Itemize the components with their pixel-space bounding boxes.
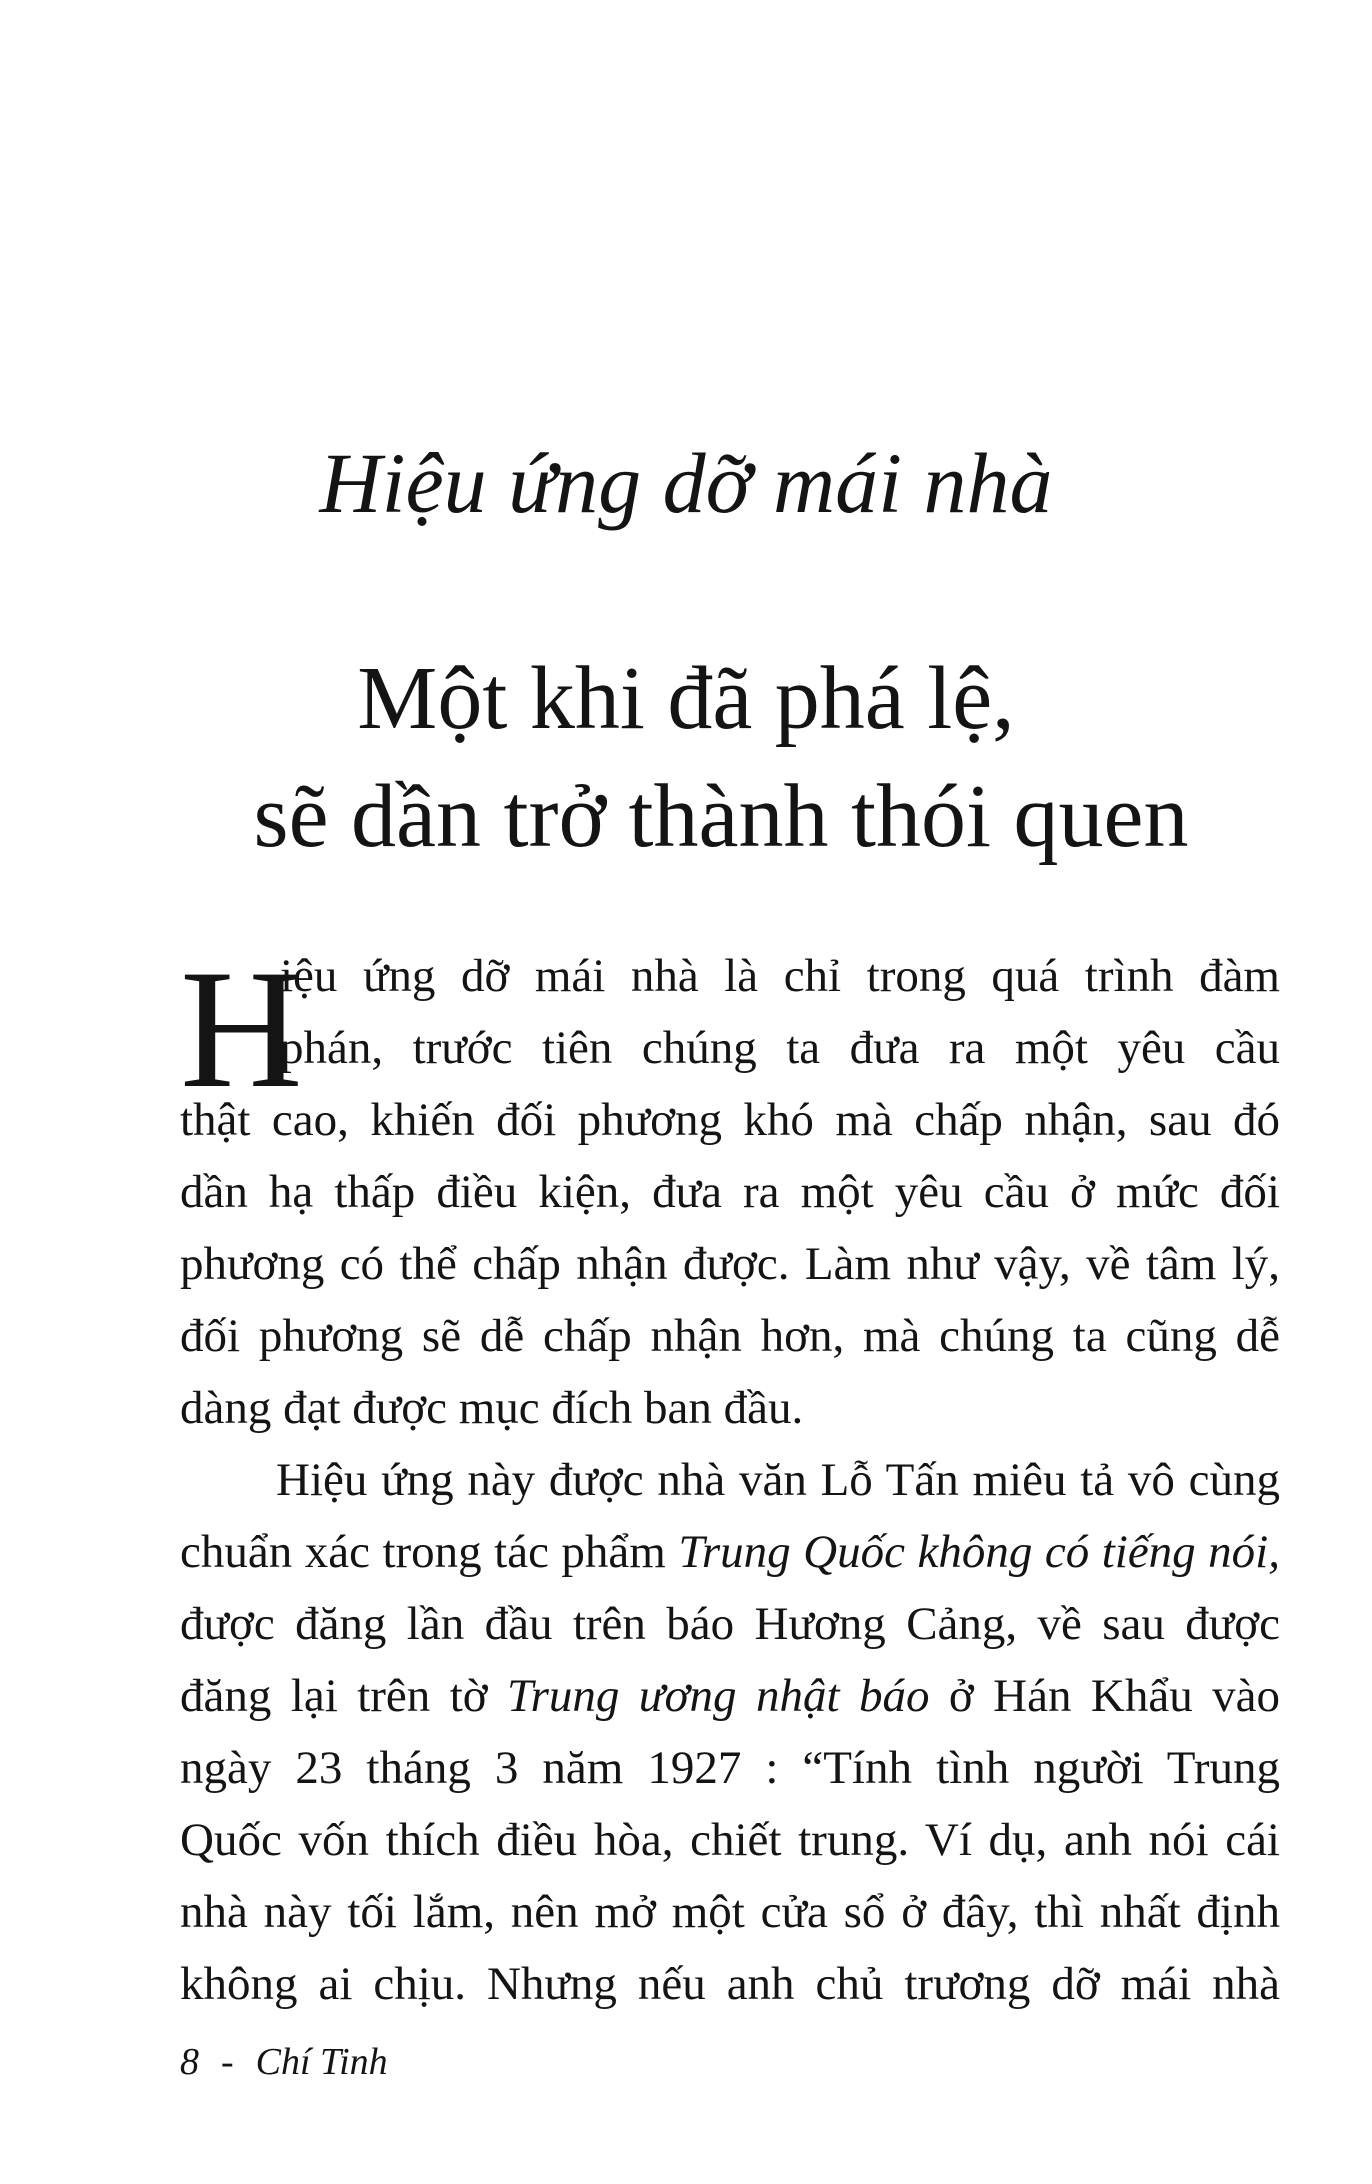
paragraph-line: không ai chịu. Nhưng nếu anh chủ trương dỡ mái nhà bbox=[180, 1958, 1280, 2010]
paragraph-1 bbox=[180, 935, 1280, 1444]
paragraph-2 bbox=[180, 1444, 1280, 2020]
footer-separator: - bbox=[221, 2041, 234, 2083]
work-title: Trung Quốc không có tiếng nói, bbox=[678, 1526, 1280, 1578]
paragraph-line: ngày 23 tháng 3 năm 1927 : “Tính tình người Trung bbox=[180, 1742, 1280, 1794]
bleed-through-text bbox=[560, 535, 583, 641]
author-name: Chí Tinh bbox=[255, 2041, 388, 2083]
paragraph-line: dàng đạt được mục đích ban đầu. bbox=[180, 1382, 804, 1434]
paragraph-line: phán, trước tiên chúng ta đưa ra một yêu cầu bbox=[280, 1022, 1280, 1074]
paragraph-line: Quốc vốn thích điều hòa, chiết trung. Ví dụ, anh nói cái bbox=[180, 1814, 1280, 1866]
headline-line-1: Một khi đã phá lệ, bbox=[357, 649, 1015, 748]
paragraph-line bbox=[180, 1516, 1280, 1588]
page-number: 8 bbox=[180, 2041, 199, 2083]
paragraph-line: được đăng lần đầu trên báo Hương Cảng, về sau được bbox=[180, 1598, 1280, 1650]
paragraph-line: nhà này tối lắm, nên mở một cửa sổ ở đây, thì nhất định bbox=[180, 1886, 1280, 1938]
paragraph-line: iệu ứng dỡ mái nhà là chỉ trong quá trình đàm bbox=[280, 950, 1280, 1002]
paragraph-line: phương có thể chấp nhận được. Làm như vậy, về tâm lý, bbox=[180, 1238, 1280, 1290]
paragraph-line: dần hạ thấp điều kiện, đưa ra một yêu cầu ở mức đối bbox=[180, 1166, 1280, 1218]
body-text bbox=[180, 935, 1280, 2020]
paragraph-line bbox=[180, 1660, 1280, 1732]
text-run: chuẩn xác trong tác phẩm bbox=[180, 1526, 679, 1578]
page-footer bbox=[180, 2040, 410, 2084]
text-run: ở Hán Khẩu vào bbox=[929, 1670, 1280, 1722]
drop-cap: H bbox=[180, 935, 303, 1123]
text-run: đăng lại trên tờ bbox=[180, 1670, 508, 1722]
paragraph-line: Hiệu ứng này được nhà văn Lỗ Tấn miêu tả vô cùng bbox=[276, 1454, 1280, 1506]
chapter-title: Hiệu ứng dỡ mái nhà bbox=[319, 435, 1053, 531]
newspaper-title: Trung ương nhật báo bbox=[507, 1670, 930, 1722]
paragraph-line: đối phương sẽ dễ chấp nhận hơn, mà chúng ta cũng dễ bbox=[180, 1310, 1280, 1362]
paragraph-line: thật cao, khiến đối phương khó mà chấp nhận, sau đó bbox=[180, 1094, 1280, 1146]
headline bbox=[0, 640, 1372, 876]
headline-line-2: sẽ dần trở thành thói quen bbox=[253, 767, 1189, 866]
